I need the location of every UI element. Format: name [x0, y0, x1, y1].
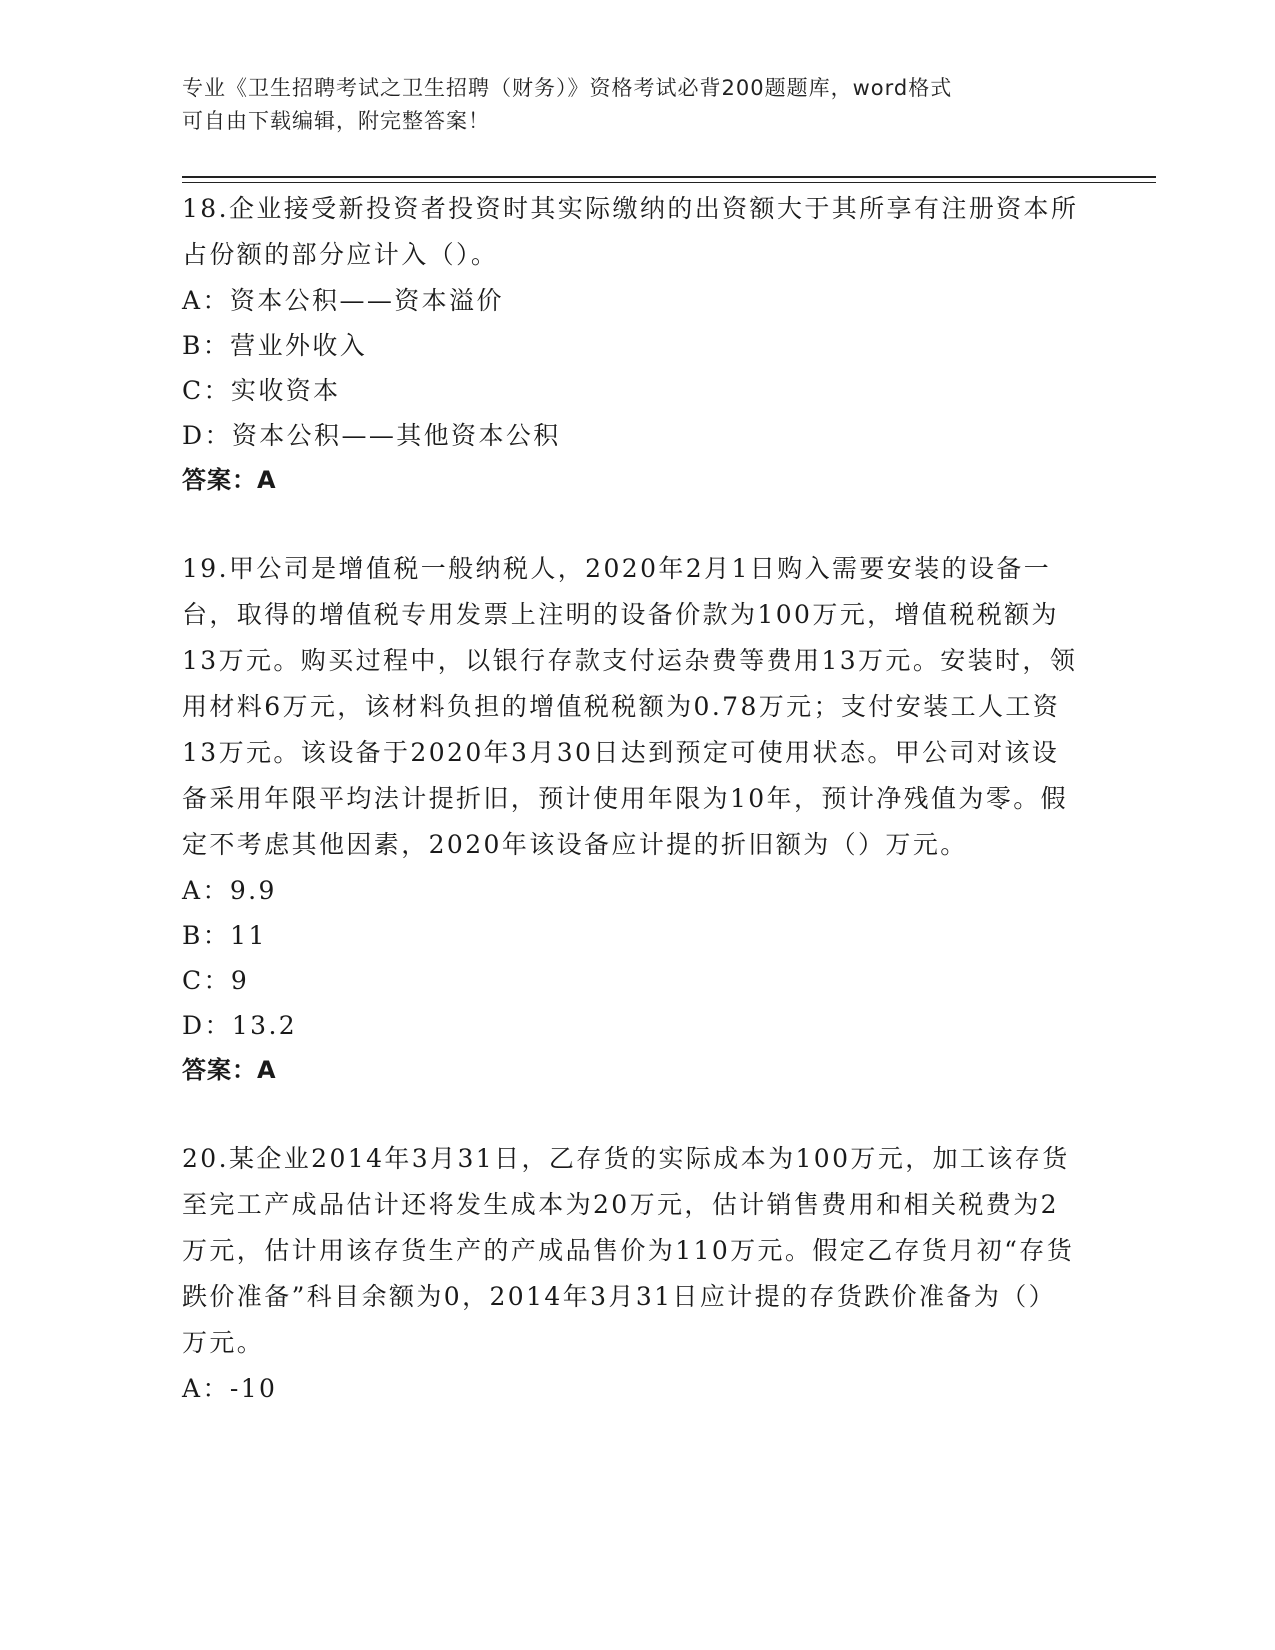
question-20 — [182, 1136, 1082, 1411]
question-list — [182, 186, 1082, 1411]
document-header — [182, 72, 1062, 138]
option-b: B：11 — [182, 921, 267, 950]
option-c: C：实收资本 — [182, 376, 341, 405]
question-stem: 20.某企业2014年3月31日，乙存货的实际成本为100万元，加工该存货至完工产成品估计还将发生成本为20万元，估计销售费用和相关税费为2万元，估计用该存货生产的产成品售价为110万元。假定乙存货月初“存货跌价准备”科目余额为0，2014年3月31日应计提的存货跌价准备为（）万元。 — [182, 1144, 1075, 1357]
question-stem: 19.甲公司是增值税一般纳税人，2020年2月1日购入需要安装的设备一台，取得的增值税专用发票上注明的设备价款为100万元，增值税税额为13万元。购买过程中，以银行存款支付运杂费等费用13万元。安装时，领用材料6万元，该材料负担的增值税税额为0.78万元；支付安装工人工资13万元。该设备于2020年3月30日达到预定可使用状态。甲公司对该设备采用年限平均法计提折旧，预计使用年限为10年，预计净残值为零。假定不考虑其他因素，2020年该设备应计提的折旧额为（）万元。 — [182, 554, 1078, 859]
answer-line: 答案：A — [182, 1056, 277, 1084]
header-line-2: 可自由下载编辑，附完整答案！ — [182, 109, 490, 133]
option-b: B：营业外收入 — [182, 331, 368, 360]
option-a: A：-10 — [182, 1374, 278, 1403]
answer-line: 答案：A — [182, 466, 277, 494]
question-19 — [182, 546, 1082, 1092]
header-line-1: 专业《卫生招聘考试之卫生招聘（财务）》资格考试必背200题题库，word格式 — [182, 76, 953, 100]
header-divider-thin — [182, 182, 1156, 183]
question-gap — [182, 1092, 1082, 1136]
option-c: C：9 — [182, 966, 250, 995]
header-divider-thick — [182, 176, 1156, 178]
option-a: A：9.9 — [182, 876, 277, 905]
option-a: A：资本公积——资本溢价 — [182, 286, 504, 315]
option-d: D：13.2 — [182, 1011, 298, 1040]
question-18 — [182, 186, 1082, 502]
question-gap — [182, 502, 1082, 546]
option-d: D：资本公积——其他资本公积 — [182, 421, 561, 450]
question-stem: 18.企业接受新投资者投资时其实际缴纳的出资额大于其所享有注册资本所占份额的部分应计入（）。 — [182, 194, 1079, 269]
